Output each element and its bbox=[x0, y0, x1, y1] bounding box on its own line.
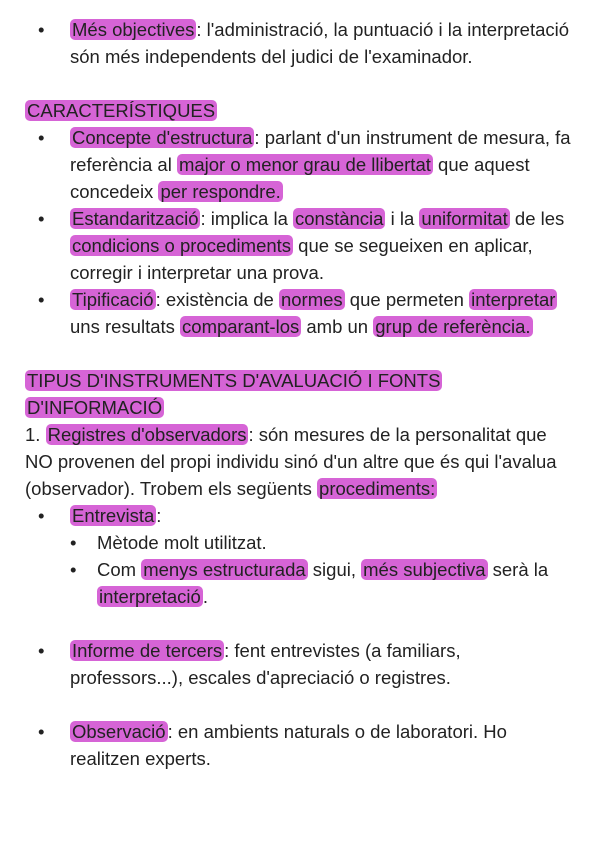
text: . bbox=[202, 586, 208, 607]
highlight: interpretar bbox=[471, 289, 556, 310]
text: : l'administració, la puntuació i la interpretació són més independents del judici de l'examinador. bbox=[70, 19, 570, 67]
bullet: • bbox=[70, 532, 77, 553]
spacer bbox=[25, 691, 576, 718]
highlight: menys estructurada bbox=[143, 559, 306, 580]
text: : són mesures de la personalitat que NO provenen del propi individu sinó d'un altre que és qui l'avalua (observador). Trobem els següents bbox=[25, 424, 557, 499]
list-item-estandarditzacio bbox=[25, 205, 576, 286]
highlight: Estandarització bbox=[72, 208, 199, 229]
highlight: per respondre. bbox=[160, 181, 281, 202]
highlight: Registres d'observadors bbox=[47, 424, 247, 445]
highlight: Concepte d'estructura bbox=[72, 127, 253, 148]
section-heading-caracteristiques bbox=[25, 97, 576, 124]
text: que se segueixen en aplicar, corregir i interpretar una prova. bbox=[70, 235, 533, 283]
bullet: • bbox=[38, 289, 45, 310]
bullet: • bbox=[38, 640, 45, 661]
bullet: • bbox=[70, 559, 77, 580]
text: Com bbox=[97, 559, 142, 580]
list-item-observacio bbox=[25, 718, 576, 772]
highlight: constància bbox=[295, 208, 384, 229]
highlight: uniformitat bbox=[421, 208, 508, 229]
text: : bbox=[156, 505, 162, 526]
intro-list bbox=[25, 16, 576, 70]
text: amb un bbox=[301, 316, 374, 337]
entrevista-sublist bbox=[70, 529, 576, 610]
sub-list-item bbox=[70, 556, 576, 610]
list-item-informe bbox=[25, 637, 576, 691]
highlight: normes bbox=[280, 289, 343, 310]
spacer bbox=[25, 340, 576, 367]
sub-list-item bbox=[70, 529, 576, 556]
highlight: més subjectiva bbox=[363, 559, 486, 580]
text: que aquest concedeix bbox=[70, 154, 530, 202]
bullet: • bbox=[38, 208, 45, 229]
bullet: • bbox=[38, 721, 45, 742]
caracteristiques-list bbox=[25, 124, 576, 340]
highlight: Observació bbox=[72, 721, 166, 742]
text: uns resultats bbox=[70, 316, 181, 337]
highlight: procediments: bbox=[319, 478, 436, 499]
highlight: condicions o procediments bbox=[72, 235, 292, 256]
text: : fent entrevistes (a familiars, professors...), escales d'apreciació o registres. bbox=[70, 640, 461, 688]
highlight: grup de referència. bbox=[375, 316, 531, 337]
highlight: Tipificació bbox=[72, 289, 154, 310]
highlight: major o menor grau de llibertat bbox=[178, 154, 431, 175]
highlight: comparant-los bbox=[182, 316, 300, 337]
registres-paragraph bbox=[25, 421, 576, 502]
highlight: interpretació bbox=[99, 586, 201, 607]
highlight: Entrevista bbox=[72, 505, 155, 526]
list-number: 1. bbox=[25, 424, 46, 445]
bullet: • bbox=[38, 127, 45, 148]
heading-text: TIPUS D'INSTRUMENTS D'AVALUACIÓ I FONTS D'INFORMACIÓ bbox=[27, 370, 441, 418]
spacer bbox=[25, 610, 576, 637]
text: serà la bbox=[487, 559, 549, 580]
highlight: Informe de tercers bbox=[72, 640, 223, 661]
text: que permeten bbox=[344, 289, 470, 310]
section-heading-tipus bbox=[25, 367, 576, 421]
list-item-concepte bbox=[25, 124, 576, 205]
text: : implica la bbox=[200, 208, 294, 229]
list-item-tipificacio bbox=[25, 286, 576, 340]
spacer bbox=[25, 70, 576, 97]
list-item bbox=[25, 16, 576, 70]
text: sigui, bbox=[307, 559, 362, 580]
text: : en ambients naturals o de laboratori. Ho realitzen experts. bbox=[70, 721, 507, 769]
observacio-list bbox=[25, 718, 576, 772]
informe-list bbox=[25, 637, 576, 691]
text: : parlant d'un instrument de mesura, fa referència al bbox=[70, 127, 571, 175]
bullet: • bbox=[38, 19, 45, 40]
bullet: • bbox=[38, 505, 45, 526]
text: Mètode molt utilitzat. bbox=[97, 532, 267, 553]
text: : existència de bbox=[155, 289, 279, 310]
heading-text: CARACTERÍSTIQUES bbox=[27, 100, 216, 121]
text: de les bbox=[509, 208, 565, 229]
highlight: Més objectives bbox=[72, 19, 195, 40]
text: i la bbox=[385, 208, 420, 229]
procediments-list bbox=[25, 502, 576, 610]
list-item-entrevista bbox=[25, 502, 576, 610]
